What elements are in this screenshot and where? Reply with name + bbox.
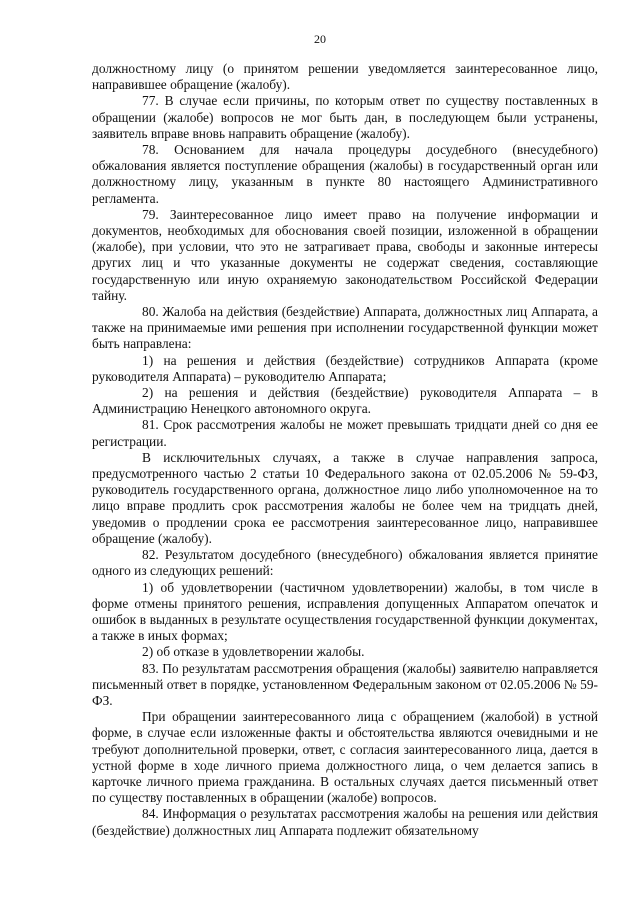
paragraph-82: 82. Результатом досудебного (внесудебного) обжалования является принятие одного из следующих решений: [92,547,598,579]
paragraph-83-oral: При обращении заинтересованного лица с обращением (жалобой) в устной форме, в случае если изложенные факты и обстоятельства являются очевидными и не требуют дополнительной проверки, ответ, с согласия заинтересованного лица, дается в устной форме в ходе личного приема должностного лица, о чем делается запись в карточке личного приема гражданина. В остальных случаях дается письменный ответ по существу поставленных в обращении (жалобе) вопросов. [92,709,598,806]
paragraph-80: 80. Жалоба на действия (бездействие) Аппарата, должностных лиц Аппарата, а также на принимаемые ими решения при исполнении государственной функции может быть направлена: [92,304,598,352]
paragraph-81: 81. Срок рассмотрения жалобы не может превышать тридцати дней со дня ее регистрации. [92,417,598,449]
paragraph-82-item-1: 1) об удовлетворении (частичном удовлетворении) жалобы, в том числе в форме отмены принятого решения, исправления допущенных Аппаратом опечаток и ошибок в выданных в результате осуществления государственной функции документах, а также в иных формах; [92,579,598,644]
paragraph-82-item-2: 2) об отказе в удовлетворении жалобы. [142,644,365,660]
paragraph-78: 78. Основанием для начала процедуры досудебного (внесудебного) обжалования является поступление обращения (жалобы) в государственный орган или должностному лицу, указанным в пункте 80 настоящего Административного регламента. [92,142,598,206]
paragraph-80-item-1: 1) на решения и действия (бездействие) сотрудников Аппарата (кроме руководителя Аппарата) – руководителю Аппарата; [92,352,598,384]
paragraph-80-item-2: 2) на решения и действия (бездействие) руководителя Аппарата – в Администрацию Ненецкого автономного округа. [92,385,598,417]
paragraph-84: 84. Информация о результатах рассмотрения жалобы на решения или действия (бездействие) должностных лиц Аппарата подлежит обязательному [92,806,598,838]
paragraph-continuation: должностному лицу (о принятом решении уведомляется заинтересованное лицо, направившее обращение (жалобу). [92,61,598,93]
paragraph-77: 77. В случае если причины, по которым ответ по существу поставленных в обращении (жалобе) вопросов не мог быть дан, в последующем были устранены, заявитель вправе вновь направить обращение (жалобу). [92,93,598,141]
page-number: 20 [314,32,326,46]
document-body [92,61,598,839]
paragraph-81-exception: В исключительных случаях, а также в случае направления запроса, предусмотренного частью 2 статьи 10 Федерального закона от 02.05.2006 № 59-ФЗ, руководитель государственного органа, должностное лицо либо уполномоченное на то лицо вправе продлить срок рассмотрения жалобы не более чем на тридцать дней, уведомив о продлении срока ее рассмотрения заинтересованное лицо, направившее обращение (жалобу). [92,449,598,546]
paragraph-79: 79. Заинтересованное лицо имеет право на получение информации и документов, необходимых для обоснования своей позиции, изложенной в обращении (жалобе), при условии, что это не затрагивает права, свободы и законные интересы других лиц и что указанные документы не содержат сведения, составляющие государственную или иную охраняемую законодательством Российской Федерации тайну. [92,206,598,303]
paragraph-83: 83. По результатам рассмотрения обращения (жалобы) заявителю направляется письменный ответ в порядке, установленном Федеральным законом от 02.05.2006 № 59-ФЗ. [92,660,598,708]
